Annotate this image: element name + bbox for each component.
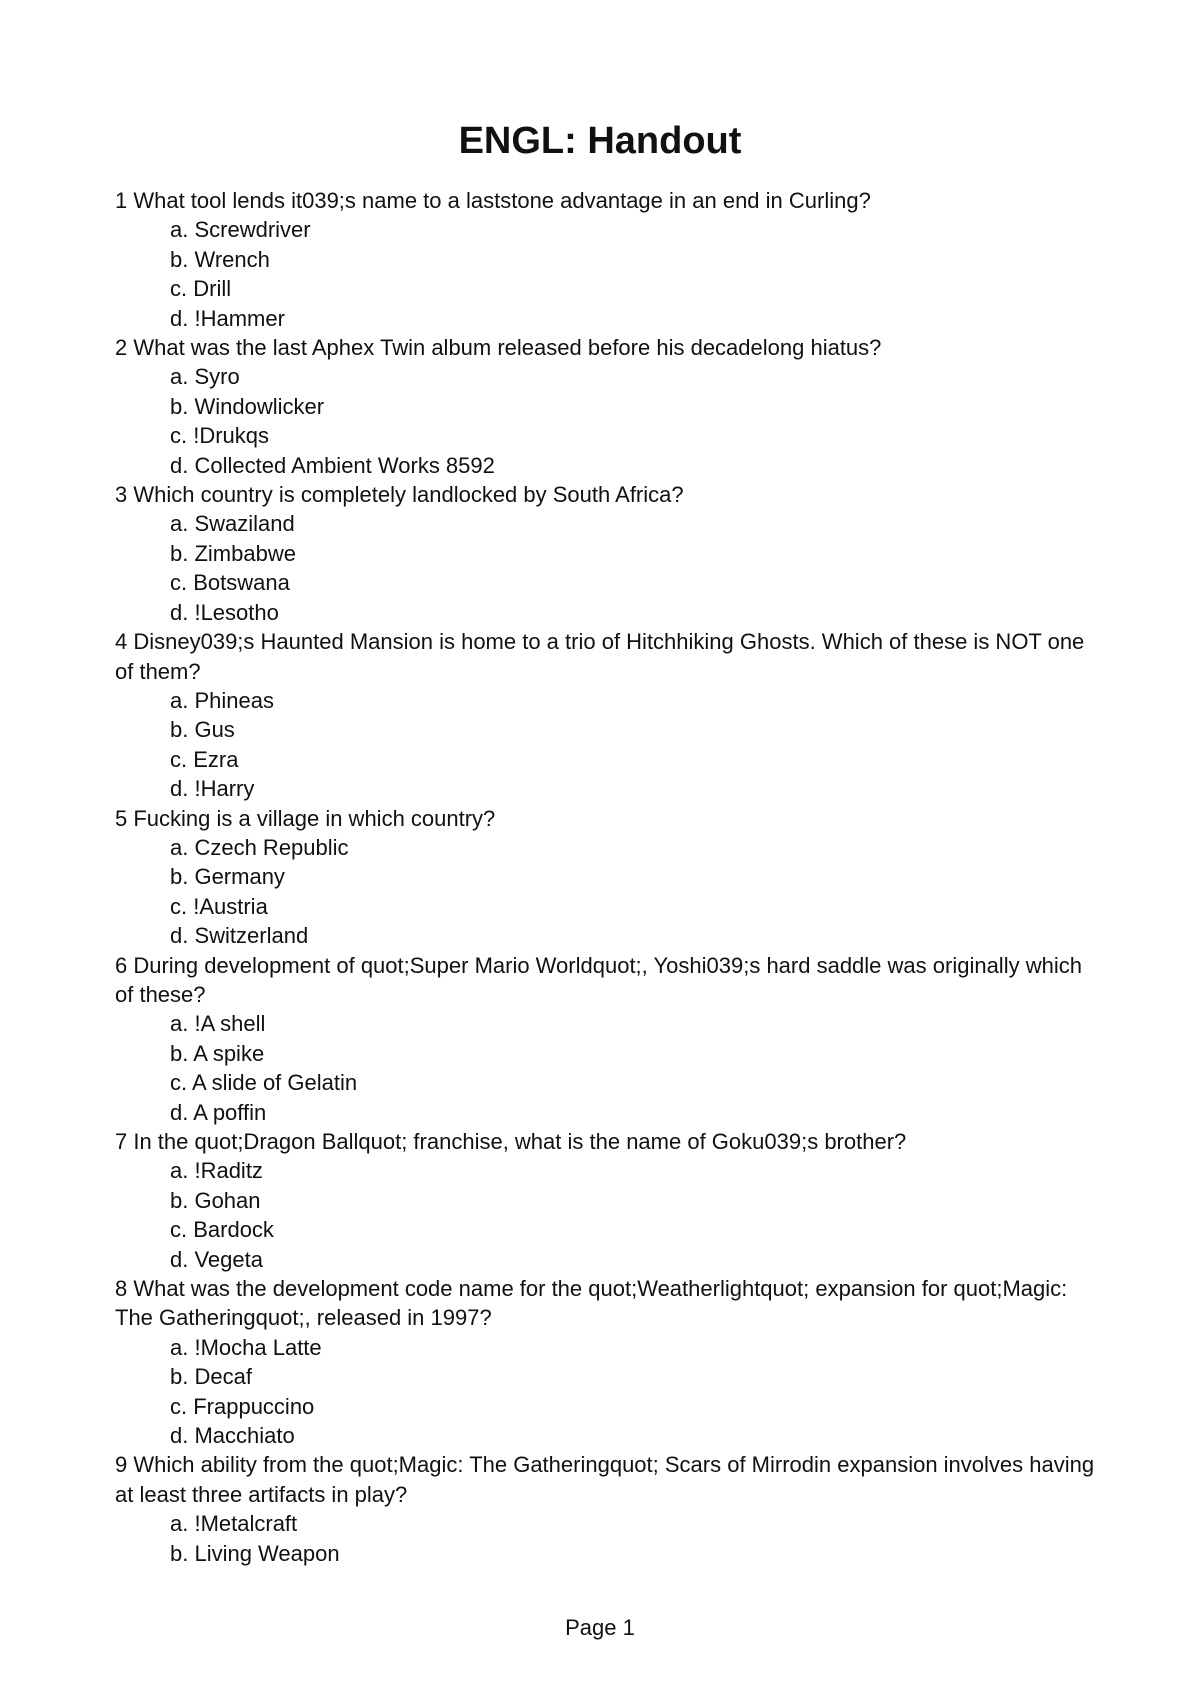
question-text: 5 Fucking is a village in which country? [115, 805, 496, 831]
answer-option: d. !Lesotho [170, 599, 279, 625]
answer-option: b. Gohan [170, 1187, 261, 1213]
answer-options [115, 1333, 1095, 1451]
answer-option: d. Switzerland [170, 923, 309, 949]
answer-option: b. Windowlicker [170, 393, 325, 419]
answer-option: d. !Harry [170, 776, 255, 802]
answer-option: b. Decaf [170, 1364, 252, 1390]
question-text: 9 Which ability from the quot;Magic: The Gatheringquot; Scars of Mirrodin expansion involves having at least three artifacts in play? [115, 1452, 1095, 1507]
answer-option: b. Germany [170, 864, 285, 890]
answer-option: a. !Raditz [170, 1158, 263, 1184]
answer-option: a. Screwdriver [170, 217, 311, 243]
answer-option: a. Phineas [170, 687, 274, 713]
answer-option: b. Zimbabwe [170, 540, 296, 566]
question-text: 6 During development of quot;Super Mario Worldquot;, Yoshi039;s hard saddle was originally which of these? [115, 952, 1082, 1007]
answer-option: a. Czech Republic [170, 834, 349, 860]
question-text: 1 What tool lends it039;s name to a laststone advantage in an end in Curling? [115, 188, 871, 213]
answer-option: c. Bardock [170, 1217, 274, 1243]
answer-option: b. A spike [170, 1040, 265, 1066]
question-list [115, 186, 1095, 1568]
question-item [115, 480, 1095, 627]
answer-option: a. !Metalcraft [170, 1511, 298, 1537]
answer-option: c. Drill [170, 276, 232, 302]
answer-option: a. Syro [170, 364, 240, 390]
page-title: ENGL: Handout [458, 120, 742, 162]
question-text: 2 What was the last Aphex Twin album released before his decadelong hiatus? [115, 335, 882, 361]
question-text: 3 Which country is completely landlocked by South Africa? [115, 482, 684, 508]
answer-options [115, 215, 1095, 333]
answer-options [115, 686, 1095, 804]
answer-options [115, 509, 1095, 627]
question-item [115, 333, 1095, 480]
question-item [115, 804, 1095, 951]
answer-options [115, 1009, 1095, 1127]
question-text: 8 What was the development code name for the quot;Weatherlightquot; expansion for quot;Magic: The Gatheringquot;, released in 1997? [115, 1276, 1068, 1331]
answer-option: a. Swaziland [170, 511, 295, 537]
question-item [115, 1127, 1095, 1274]
question-item [115, 1450, 1095, 1568]
answer-option: d. A poffin [170, 1099, 267, 1125]
question-item [115, 186, 1095, 333]
answer-options [115, 1509, 1095, 1568]
question-text: 4 Disney039;s Haunted Mansion is home to a trio of Hitchhiking Ghosts. Which of these is NOT one of them? [115, 629, 1085, 684]
answer-option: b. Wrench [170, 246, 270, 272]
answer-option: b. Gus [170, 717, 235, 743]
answer-option: c. Botswana [170, 570, 290, 596]
page-number: Page 1 [565, 1615, 635, 1640]
answer-option: c. Frappuccino [170, 1393, 315, 1419]
question-text: 7 In the quot;Dragon Ballquot; franchise, what is the name of Goku039;s brother? [115, 1129, 907, 1154]
answer-option: a. !A shell [170, 1011, 266, 1037]
answer-option: d. Macchiato [170, 1423, 295, 1449]
answer-option: c. A slide of Gelatin [170, 1070, 358, 1096]
answer-options [115, 1156, 1095, 1274]
answer-option: a. !Mocha Latte [170, 1334, 322, 1360]
answer-option: c. Ezra [170, 746, 239, 772]
answer-option: c. !Austria [170, 893, 268, 919]
answer-option: d. Vegeta [170, 1246, 263, 1272]
answer-option: d. Collected Ambient Works 8592 [170, 452, 495, 478]
answer-option: c. !Drukqs [170, 423, 270, 449]
answer-options [115, 833, 1095, 951]
question-item [115, 1274, 1095, 1450]
answer-options [115, 362, 1095, 480]
question-item [115, 951, 1095, 1127]
answer-option: b. Living Weapon [170, 1540, 340, 1566]
answer-option: d. !Hammer [170, 305, 285, 331]
question-item [115, 627, 1095, 803]
